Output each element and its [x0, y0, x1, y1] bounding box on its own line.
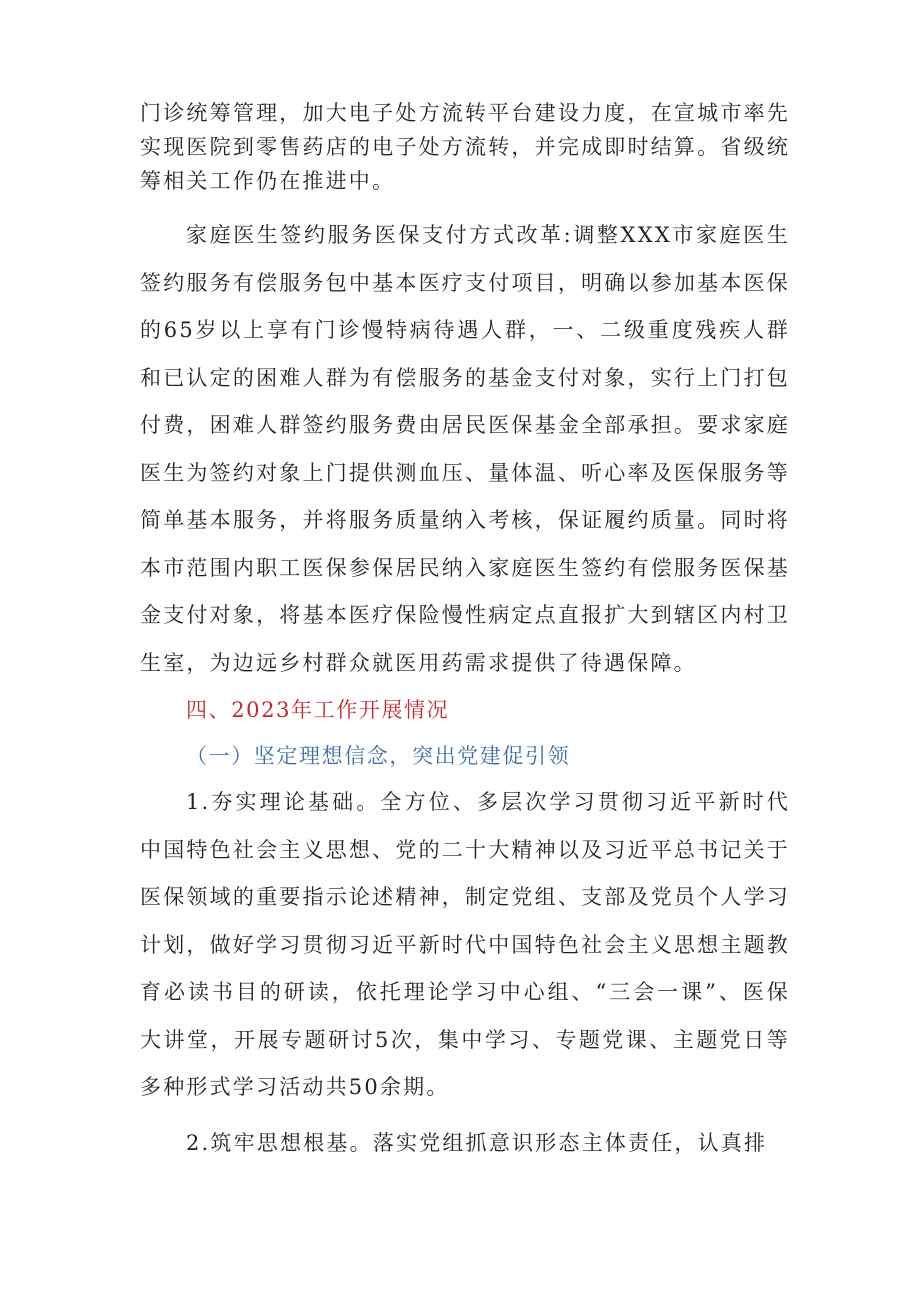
item-ideology-foundation: 2.筑牢思想根基。落实党组抓意识形态主体责任，认真排 [186, 1130, 768, 1155]
section-heading: 四、2023年工作开展情况 [186, 698, 450, 722]
paragraph-gap [140, 1112, 790, 1120]
paragraph-family-doctor-reform: 家庭医生签约服务医保支付方式改革:调整XXX市家庭医生签约服务有偿服务包中基本医疗支付项目，明确以参加基本医保的65岁以上享有门诊慢特病待遇人群，一、二级重度残疾人群和已认定的困难人群为有偿服务的基金支付对象，实行上门打包付费，困难人群签约服务费由居民医保基金全部承担。要求家庭医生为签约对象上门提供测血压、量体温、听心率及医保服务等简单基本服务，并将服务质量纳入考核，保证履约质量。同时将本市范围内职工医保参保居民纳入家庭医生签约有偿服务医保基金支付对象，将基本医疗保险慢性病定点直报扩大到辖区内村卫生室，为边远乡村群众就医用药需求提供了待遇保障。 [140, 223, 790, 675]
subsection-heading: （一）坚定理想信念，突出党建促引领 [186, 744, 571, 768]
paragraph-outpatient-pooling: 门诊统筹管理，加大电子处方流转平台建设力度，在宣城市率先实现医院到零售药店的电子处方流转，并完成即时结算。省级统筹相关工作仍在推进中。 [140, 101, 790, 193]
item-theory-foundation: 1.夯实理论基础。全方位、多层次学习贯彻习近平新时代中国特色社会主义思想、党的二十大精神以及习近平总书记关于医保领域的重要指示论述精神，制定党组、支部及党员个人学习计划，做好学习贯彻习近平新时代中国特色社会主义思想主题教育必读书目的研读，依托理论学习中心组、“三会一课”、医保大讲堂，开展专题研讨5次，集中学习、专题党课、主题党日等多种形式学习活动共50余期。 [140, 790, 790, 1099]
document-body [140, 96, 790, 1167]
